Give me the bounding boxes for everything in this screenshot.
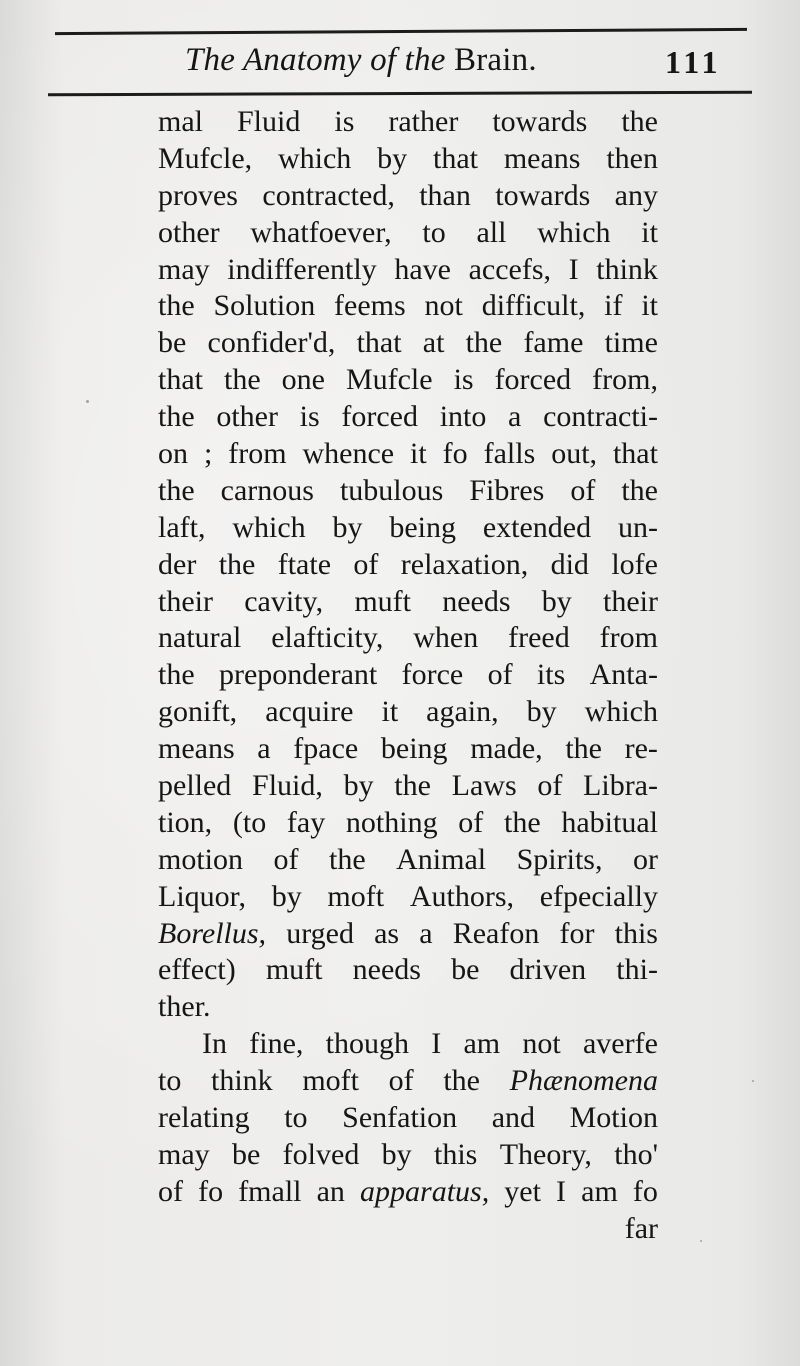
text-line xyxy=(158,510,658,547)
word: habitual xyxy=(561,805,658,839)
word: contracted, xyxy=(262,178,395,212)
word: made, xyxy=(470,732,543,766)
page-number: 111 xyxy=(665,44,722,80)
word: that xyxy=(612,437,658,471)
text-line xyxy=(158,620,658,657)
word: Motion xyxy=(569,1101,658,1135)
word: have xyxy=(394,252,451,286)
word: is xyxy=(453,363,474,397)
text-line xyxy=(158,768,658,805)
word: forced xyxy=(494,363,572,397)
word: pelled xyxy=(158,769,232,803)
word: it xyxy=(381,695,399,729)
text-line xyxy=(158,805,658,842)
text-line xyxy=(158,952,658,989)
word: averfe xyxy=(582,1027,658,1061)
word: I xyxy=(431,1027,442,1061)
word: by xyxy=(332,510,363,544)
word: it xyxy=(641,289,658,323)
word: one xyxy=(281,363,325,397)
word: confider'd, xyxy=(207,326,336,360)
word: Fluid, xyxy=(252,769,323,803)
word: the xyxy=(443,1064,480,1098)
word: towards xyxy=(495,178,591,212)
word: a xyxy=(508,400,522,434)
word: carnous xyxy=(220,473,314,507)
word: for xyxy=(559,916,595,950)
word: un- xyxy=(617,510,658,544)
word: the xyxy=(504,805,541,839)
word: I xyxy=(556,1174,567,1208)
word: a xyxy=(419,916,433,950)
word: of xyxy=(458,805,484,839)
word: of xyxy=(388,1064,414,1098)
word: all xyxy=(476,215,507,249)
word: think xyxy=(211,1064,273,1098)
word: think xyxy=(596,252,658,286)
word: may xyxy=(158,1137,210,1171)
word: be xyxy=(232,1137,261,1171)
word: not xyxy=(424,289,463,323)
text-line xyxy=(158,842,658,879)
word: from xyxy=(599,621,658,655)
text-line xyxy=(158,288,658,325)
word: which xyxy=(277,141,352,175)
word: Solution xyxy=(213,289,316,323)
word: which xyxy=(537,215,611,249)
word: laft, xyxy=(158,510,206,544)
word: muft xyxy=(354,584,411,618)
word: means xyxy=(503,141,581,175)
word: Reafon xyxy=(452,916,540,950)
word: by xyxy=(381,1137,412,1171)
word: I xyxy=(568,252,579,286)
word: Authors, xyxy=(409,879,514,913)
word: not xyxy=(522,1027,561,1061)
word: Senfation xyxy=(342,1101,458,1135)
word: der xyxy=(158,547,197,581)
word: other xyxy=(216,400,278,434)
word: freed xyxy=(508,621,570,655)
word: is xyxy=(299,400,320,434)
word: of xyxy=(537,769,563,803)
word: than xyxy=(419,178,471,212)
word: the xyxy=(158,289,195,323)
word: proves xyxy=(158,178,238,212)
word: accefs, xyxy=(468,252,552,286)
word: that xyxy=(158,363,203,397)
text-line xyxy=(158,731,658,768)
word: Mufcle, xyxy=(158,141,253,175)
word: fay xyxy=(286,805,326,839)
running-head xyxy=(185,38,537,82)
word: towards xyxy=(492,105,588,138)
text-line xyxy=(158,399,658,436)
word: by xyxy=(526,695,557,729)
word: out, xyxy=(551,437,598,471)
word: mal xyxy=(158,105,203,138)
text-line xyxy=(158,325,658,362)
word: moft xyxy=(302,1064,359,1098)
word: contracti- xyxy=(543,400,658,434)
word: In xyxy=(202,1027,227,1061)
word: the xyxy=(621,105,658,138)
word: feems xyxy=(334,289,406,323)
word: which xyxy=(232,510,306,544)
word: the xyxy=(223,363,261,397)
word: to xyxy=(422,215,446,249)
word: or xyxy=(632,842,658,876)
text-line xyxy=(158,215,658,252)
word: efpecially xyxy=(539,879,658,913)
word: motion xyxy=(158,842,244,876)
word: (to xyxy=(232,805,267,839)
word: natural xyxy=(158,621,242,655)
catchword: far xyxy=(624,1211,658,1245)
paper-speck xyxy=(86,400,89,403)
word: fo xyxy=(198,1174,224,1208)
word: fmall xyxy=(238,1174,302,1208)
header-top-rule xyxy=(55,28,747,35)
word: urged xyxy=(286,916,354,950)
header-bottom-rule xyxy=(48,91,752,96)
word: being xyxy=(389,510,456,544)
word: acquire xyxy=(265,695,354,729)
paper-speck xyxy=(700,1240,702,1242)
word: moft xyxy=(327,879,385,913)
word: by xyxy=(377,141,408,175)
word: fpace xyxy=(293,732,359,766)
word: this xyxy=(614,916,658,950)
text-line xyxy=(158,657,658,694)
text-line xyxy=(158,879,658,916)
word: rather xyxy=(388,105,459,138)
italic-word: Phænomena xyxy=(509,1064,658,1098)
word: relating xyxy=(158,1101,250,1135)
word: a xyxy=(257,732,271,766)
word: effect) xyxy=(158,953,236,987)
word: elafticity, xyxy=(271,621,384,655)
word: as xyxy=(374,916,400,950)
word: of xyxy=(273,842,299,876)
italic-word: apparatus, xyxy=(360,1174,490,1208)
text-line xyxy=(158,436,658,473)
word: re- xyxy=(624,732,658,766)
word: Spirits, xyxy=(516,842,603,876)
text-line xyxy=(158,1063,658,1100)
word: Mufcle xyxy=(345,363,433,397)
word: tho' xyxy=(614,1137,658,1171)
text-line xyxy=(158,1174,658,1211)
text-line xyxy=(158,584,658,621)
word: yet xyxy=(504,1174,541,1208)
word: Fluid xyxy=(237,105,301,138)
text-line xyxy=(158,1137,658,1174)
word: of xyxy=(570,473,596,507)
word: tubulous xyxy=(339,473,444,507)
text-line xyxy=(158,1100,658,1137)
word: Liquor, xyxy=(158,879,246,913)
word: Anta- xyxy=(589,658,658,692)
word: nothing xyxy=(345,805,438,839)
catchword-line xyxy=(158,1211,658,1248)
word: the xyxy=(621,473,658,507)
word: the xyxy=(328,842,366,876)
text-line xyxy=(158,178,658,215)
word: Animal xyxy=(396,842,487,876)
word: fo xyxy=(442,437,468,471)
text-line xyxy=(158,547,658,584)
word: relaxation, xyxy=(400,547,529,581)
word: again, xyxy=(426,695,499,729)
text-line xyxy=(158,473,658,510)
word: folved xyxy=(282,1137,360,1171)
word: by xyxy=(541,584,572,618)
word: be xyxy=(158,326,187,360)
word: preponderant xyxy=(219,658,378,692)
word: of xyxy=(487,658,513,692)
word: by xyxy=(271,879,302,913)
word: at xyxy=(422,326,445,360)
word: means xyxy=(158,732,235,766)
word: be xyxy=(451,953,480,987)
word: tion, xyxy=(158,805,213,839)
word: from, xyxy=(592,363,658,397)
word: muft xyxy=(265,953,323,987)
word: though xyxy=(325,1027,409,1061)
word: to xyxy=(284,1101,308,1135)
word: is xyxy=(334,105,355,138)
word: time xyxy=(604,326,658,360)
word: that xyxy=(356,326,402,360)
word: indifferently xyxy=(227,252,377,286)
word: driven xyxy=(509,953,587,987)
text-line xyxy=(158,104,658,141)
word: their xyxy=(603,584,658,618)
word: the xyxy=(158,658,195,692)
word: an xyxy=(316,1174,345,1208)
word: the xyxy=(465,326,503,360)
word: from xyxy=(228,437,287,471)
word: Theory, xyxy=(499,1137,592,1171)
word: and xyxy=(491,1101,536,1135)
word: the xyxy=(218,547,256,581)
word: cavity, xyxy=(244,584,324,618)
word: any xyxy=(614,178,658,212)
word: needs xyxy=(442,584,511,618)
word: of xyxy=(353,547,379,581)
word: into xyxy=(439,400,487,434)
word: ; xyxy=(203,437,213,471)
word: whatfoever, xyxy=(250,215,392,249)
text-line xyxy=(158,362,658,399)
word: of xyxy=(158,1174,183,1208)
text-line xyxy=(158,989,658,1026)
word: forced xyxy=(341,400,418,434)
word: fo xyxy=(632,1174,658,1208)
word: am xyxy=(463,1027,501,1061)
word: thi- xyxy=(616,953,658,987)
text-line xyxy=(158,694,658,731)
body-text xyxy=(158,104,658,1248)
paper-speck xyxy=(752,1080,754,1082)
word: gonift, xyxy=(158,695,238,729)
word: extended xyxy=(482,510,592,544)
word: the xyxy=(394,769,431,803)
word: the xyxy=(158,473,195,507)
word: difficult, xyxy=(481,289,586,323)
word: fame xyxy=(523,326,584,360)
word: by xyxy=(343,769,374,803)
word: then xyxy=(606,141,658,175)
word: Laws xyxy=(451,769,517,803)
word: which xyxy=(584,695,658,729)
word: lofe xyxy=(611,547,658,581)
word: it xyxy=(641,215,658,249)
text-line xyxy=(158,141,658,178)
word: it xyxy=(410,437,427,471)
word: Libra- xyxy=(583,769,658,803)
word: the xyxy=(565,732,602,766)
word: whence xyxy=(302,437,395,471)
word: the xyxy=(158,400,195,434)
text-line xyxy=(158,252,658,289)
word: being xyxy=(380,732,448,766)
word: other xyxy=(158,215,220,249)
word: am xyxy=(581,1174,618,1208)
word: that xyxy=(433,141,478,175)
word: this xyxy=(434,1137,478,1171)
word: needs xyxy=(352,953,421,987)
word: ftate xyxy=(277,547,332,581)
text-line xyxy=(158,916,658,953)
word: did xyxy=(550,547,589,581)
word: its xyxy=(536,658,566,692)
word: if xyxy=(604,289,623,323)
text-line xyxy=(158,1026,658,1063)
word: may xyxy=(158,252,210,286)
word: to xyxy=(158,1064,182,1098)
italic-word: Borellus, xyxy=(158,916,267,950)
word: ther. xyxy=(158,990,211,1024)
word: force xyxy=(401,658,464,692)
word: fine, xyxy=(249,1027,304,1061)
running-head-italic: The Anatomy of the xyxy=(185,42,454,78)
word: Fibres xyxy=(469,473,545,507)
word: on xyxy=(158,437,188,471)
word: when xyxy=(413,621,479,655)
word: falls xyxy=(483,437,536,471)
word: their xyxy=(158,584,213,618)
running-head-roman: Brain. xyxy=(454,42,537,78)
